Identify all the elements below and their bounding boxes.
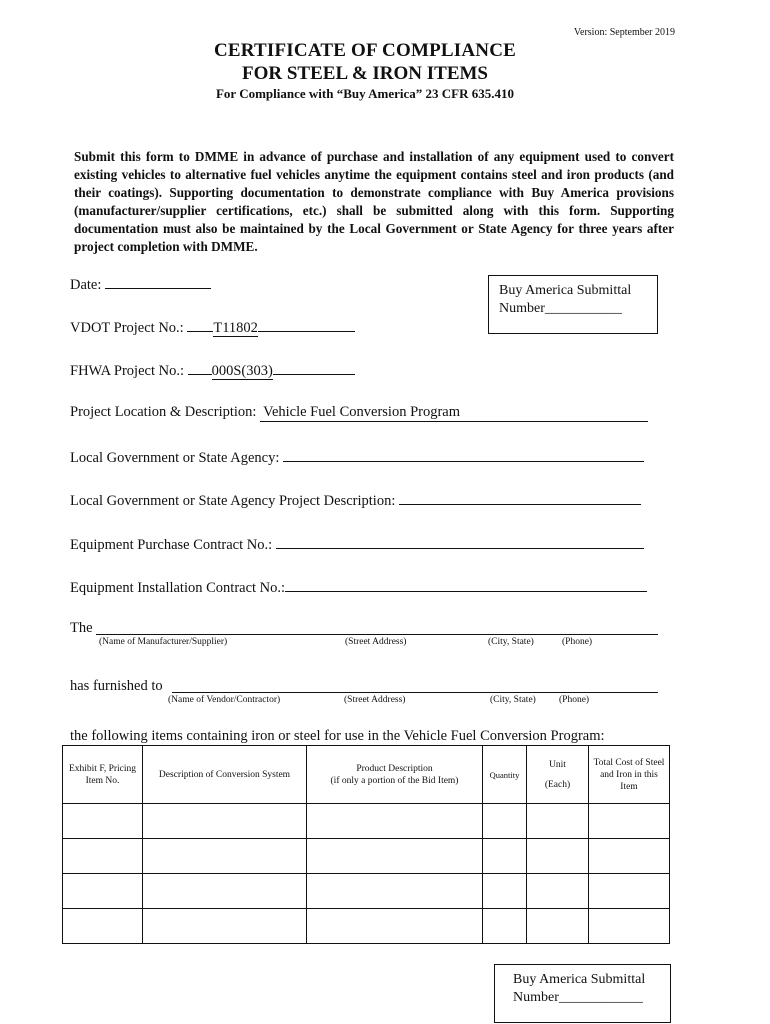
submittal-box-bottom-number[interactable]: Number____________: [513, 990, 643, 1005]
header-unit: [527, 746, 589, 804]
submittal-number-box-top: [488, 275, 658, 334]
table-cell[interactable]: [589, 804, 670, 839]
header-total: Total Cost of Steel and Iron in this Item: [589, 746, 670, 804]
table-cell[interactable]: [307, 909, 483, 944]
vdot-value[interactable]: T11802: [213, 320, 258, 336]
vendor-city-caption: (City, State): [490, 695, 536, 705]
manufacturer-prefix: The: [70, 620, 93, 636]
location-value: Vehicle Fuel Conversion Program: [263, 404, 461, 420]
page-title-line2: FOR STEEL & IRON ITEMS: [242, 63, 488, 84]
header-product-line2: (if only a portion of the Bid Item): [330, 775, 459, 786]
table-cell[interactable]: [143, 909, 307, 944]
table-cell[interactable]: [63, 909, 143, 944]
installation-contract-input-line[interactable]: [285, 577, 647, 592]
header-product: [307, 746, 483, 804]
table-cell[interactable]: [143, 874, 307, 909]
table-cell[interactable]: [589, 874, 670, 909]
date-label: Date:: [70, 277, 102, 293]
table-cell[interactable]: [63, 804, 143, 839]
submittal-box-label: Buy America Submittal: [499, 283, 632, 298]
agency-field: [70, 447, 644, 467]
table-cell[interactable]: [307, 804, 483, 839]
table-cell[interactable]: [63, 839, 143, 874]
vendor-phone-caption: (Phone): [559, 695, 590, 705]
table-cell[interactable]: [527, 874, 589, 909]
header-unit-line1: Unit: [549, 759, 566, 770]
installation-contract-field: [70, 577, 647, 597]
purchase-contract-label: Equipment Purchase Contract No.:: [70, 537, 273, 553]
vdot-project-field: [70, 317, 355, 337]
submittal-box-number[interactable]: Number___________: [499, 301, 622, 316]
header-description: Description of Conversion System: [143, 746, 307, 804]
submittal-box-bottom-label: Buy America Submittal: [513, 972, 646, 987]
table-cell[interactable]: [483, 839, 527, 874]
table-cell[interactable]: [63, 874, 143, 909]
table-cell[interactable]: [143, 839, 307, 874]
vendor-prefix: has furnished to: [70, 678, 163, 694]
agency-input-line[interactable]: [283, 447, 644, 462]
instructions-paragraph: Submit this form to DMME in advance of purchase and installation of any equipment used to convert existing vehicles to alternative fuel vehicles anytime the equipment contains steel and iron products (and their coatings). Supporting documentation to demonstrate compliance with Buy America provisions (manufacturer/supplier certifications, etc.) shall be submitted along with this form. Supporting documentation must also be maintained by the Local Government or State Agency for three years after project completion with DMME.: [74, 149, 674, 254]
page-subtitle: For Compliance with “Buy America” 23 CFR 635.410: [215, 86, 515, 101]
header-product-line1: Product Description: [356, 763, 433, 774]
manufacturer-name-caption: (Name of Manufacturer/Supplier): [99, 637, 228, 647]
manufacturer-phone-caption: (Phone): [562, 637, 593, 647]
manufacturer-city-caption: (City, State): [488, 637, 534, 647]
table-cell[interactable]: [527, 839, 589, 874]
table-cell[interactable]: [307, 874, 483, 909]
vendor-input-line[interactable]: [172, 692, 658, 693]
table-header-row: [63, 746, 670, 804]
fhwa-project-field: [70, 360, 355, 380]
header-unit-line2: (Each): [544, 779, 571, 790]
table-row: [63, 874, 670, 909]
table-cell[interactable]: [589, 909, 670, 944]
fhwa-label: FHWA Project No.:: [70, 363, 184, 379]
table-cell[interactable]: [589, 839, 670, 874]
agency-description-field: [70, 490, 641, 510]
table-cell[interactable]: [143, 804, 307, 839]
fhwa-underline-tail: [273, 360, 355, 375]
table-cell[interactable]: [483, 874, 527, 909]
table-cell[interactable]: [483, 909, 527, 944]
fhwa-underline-lead: [188, 360, 212, 375]
table-cell[interactable]: [527, 804, 589, 839]
purchase-contract-input-line[interactable]: [276, 534, 644, 549]
vdot-underline-lead: [187, 317, 213, 332]
fhwa-value[interactable]: 000S(303): [211, 363, 273, 379]
vendor-name-caption: (Name of Vendor/Contractor): [168, 695, 281, 705]
date-field: [70, 274, 211, 294]
table-row: [63, 909, 670, 944]
agency-description-input-line[interactable]: [399, 490, 641, 505]
purchase-contract-field: [70, 534, 644, 554]
table-row: [63, 839, 670, 874]
manufacturer-address-caption: (Street Address): [345, 637, 407, 647]
submittal-number-box-bottom: [494, 964, 671, 1023]
version-label: Version: September 2019: [573, 27, 675, 38]
agency-description-label: Local Government or State Agency Project Description:: [70, 493, 396, 509]
table-row: [63, 804, 670, 839]
vdot-label: VDOT Project No.:: [70, 320, 184, 336]
vendor-address-caption: (Street Address): [344, 695, 406, 705]
date-input-line[interactable]: [105, 274, 211, 289]
header-quantity: Quantity: [483, 746, 527, 804]
location-label: Project Location & Description:: [70, 404, 257, 420]
manufacturer-input-line[interactable]: [96, 634, 658, 635]
vdot-underline-tail: [258, 317, 355, 332]
project-location-field: [70, 404, 648, 422]
header-exhibit: Exhibit F, Pricing Item No.: [63, 746, 143, 804]
items-intro: the following items containing iron or steel for use in the Vehicle Fuel Conversion Program:: [70, 728, 605, 744]
table-cell[interactable]: [483, 804, 527, 839]
items-table: [62, 745, 670, 944]
installation-contract-label: Equipment Installation Contract No.:: [70, 580, 286, 596]
agency-label: Local Government or State Agency:: [70, 450, 280, 466]
table-cell[interactable]: [307, 839, 483, 874]
table-cell[interactable]: [527, 909, 589, 944]
location-input[interactable]: [260, 404, 648, 422]
page-title-line1: CERTIFICATE OF COMPLIANCE: [213, 40, 516, 61]
